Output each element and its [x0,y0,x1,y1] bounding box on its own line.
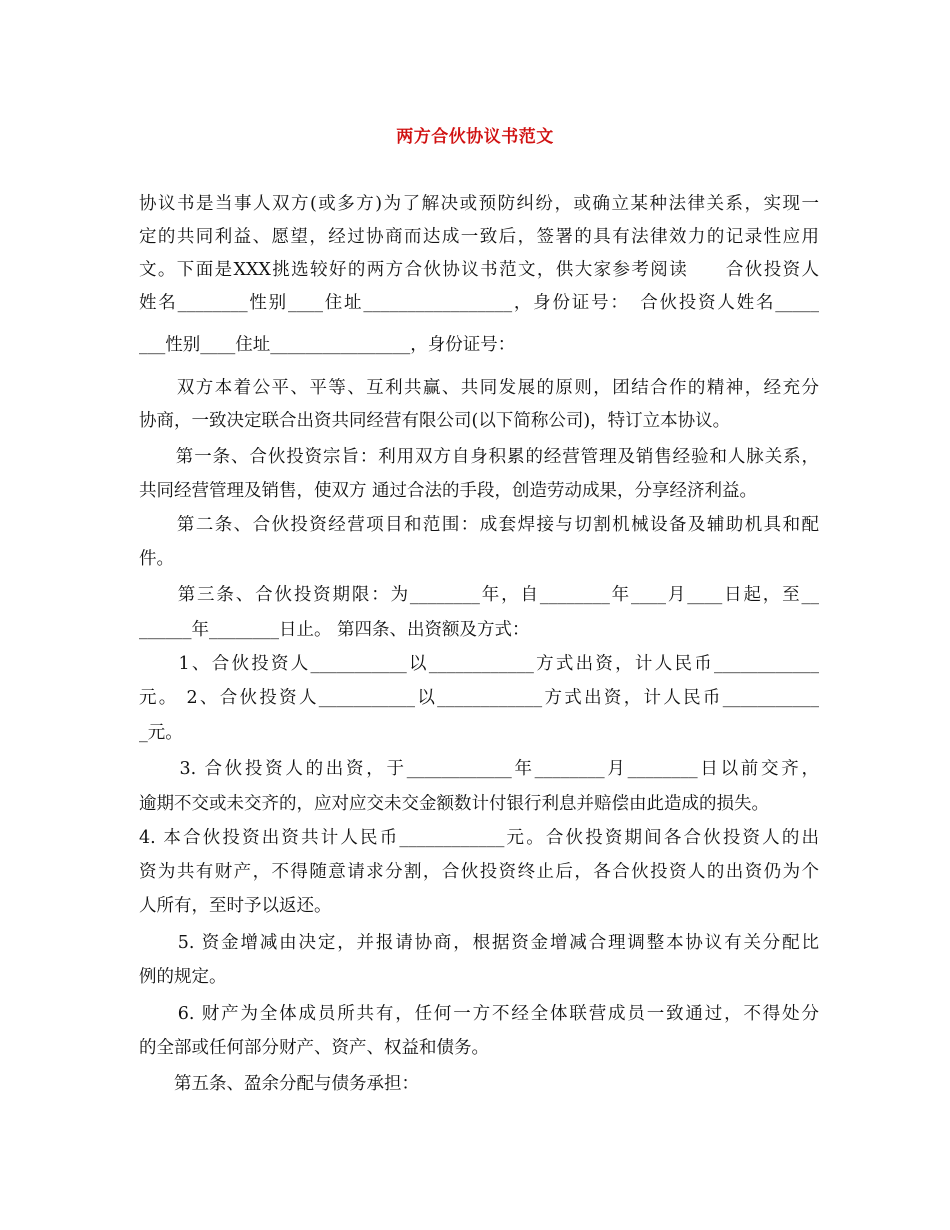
text-line: 元。 2、合伙投资人___________以____________方式出资，计人民币___________ [139,688,819,708]
document-title: 两方合伙协议书范文 [396,127,554,147]
text-line: 第五条、盈余分配与债务承担： [139,1074,419,1094]
text-line: 人所有，至时予以返还。 [139,896,332,916]
text-line: 6. 财产为全体成员所共有，任何一方不经全体联营成员一致通过，不得处分 [139,1004,819,1024]
text-line: 定的共同利益、愿望，经过协商而达成一致后，签署的具有法律效力的记录性应用 [139,227,819,247]
text-line: 资为共有财产，不得随意请求分割，合伙投资终止后，各合伙投资人的出资仍为个 [139,862,819,882]
text-line: 4. 本合伙投资出资共计人民币____________元。合伙投资期间各合伙投资人的出 [139,828,819,848]
text-line: 件。 [139,549,174,569]
text-line: 5. 资金增减由决定，并报请协商，根据资金增减合理调整本协议有关分配比 [139,933,819,953]
text-line: 例的规定。 [139,967,227,987]
text-line: 双方本着公平、平等、互利共赢、共同发展的原则，团结合作的精神，经充分 [139,378,819,398]
text-line: 第三条、合伙投资期限：为________年，自________年____月____日起，至__ [139,585,819,605]
text-line: 第一条、合伙投资宗旨：利用双方自身积累的经营管理及销售经验和人脉关系， [139,447,819,467]
text-line: 文。下面是XXX挑选较好的两方合伙协议书范文，供大家参考阅读 合伙投资人 [139,260,819,280]
text-line: 共同经营管理及销售，使双方 通过合法的手段，创造劳动成果，分享经济利益。 [139,481,758,501]
text-line: 3. 合伙投资人的出资，于____________年________月________日以前交齐， [139,759,819,779]
text-line: 的全部或任何部分财产、资产、权益和债务。 [139,1038,489,1058]
text-line: 逾期不交或未交齐的，应对应交未交金额数计付银行利息并赔偿由此造成的损失。 [139,794,769,814]
text-line: 协议书是当事人双方(或多方)为了解决或预防纠纷，或确立某种法律关系，实现一 [139,194,819,214]
text-line: 协商，一致决定联合出资共同经营有限公司(以下简称公司)，特订立本协议。 [139,411,731,431]
text-line: 第二条、合伙投资经营项目和范围：成套焊接与切割机械设备及辅助机具和配 [139,515,819,535]
text-line: _元。 [139,723,183,743]
text-line: ___性别____住址________________，身份证号： [139,335,516,355]
text-line: 姓名________性别____住址_________________，身份证号： 合伙投资人姓名_____ [139,293,819,313]
text-line: 1、合伙投资人___________以____________方式出资，计人民币____________ [139,654,819,674]
text-line: ______年________日止。 第四条、出资额及方式： [139,620,530,640]
